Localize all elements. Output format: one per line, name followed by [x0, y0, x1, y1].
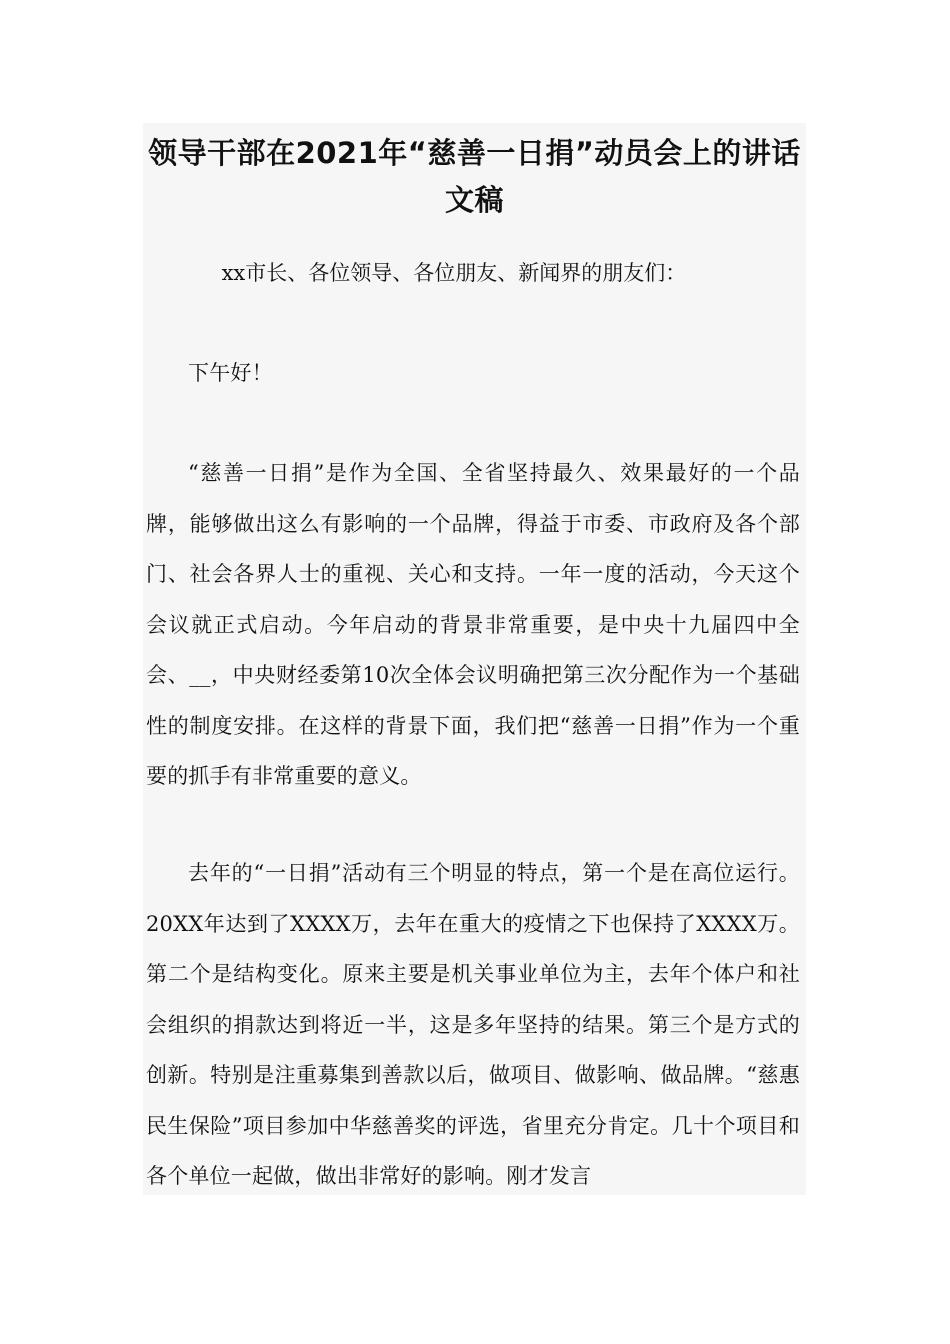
- document-title: 领导干部在2021年“慈善一日捐”动员会上的讲话文稿: [148, 136, 801, 217]
- greeting: 下午好！: [188, 361, 273, 385]
- body-paragraph-1: “慈善一日捐”是作为全国、全省坚持最久、效果最好的一个品牌，能够做出这么有影响的一个品牌，得益于市委、市政府及各个部门、社会各界人士的重视、关心和支持。一年一度的活动，今天这个会议就正式启动。今年启动的背景非常重要，是中央十九届四中全会、__，中央财经委第10次全体会议明确把第三次分配作为一个基础性的制度安排。在这样的背景下面，我们把“慈善一日捐”作为一个重要的抓手有非常重要的意义。: [146, 461, 800, 788]
- salutation: xx市长、各位领导、各位朋友、新闻界的朋友们：: [221, 261, 687, 285]
- body-paragraph-2: 去年的“一日捐”活动有三个明显的特点，第一个是在高位运行。20XX年达到了XXXX万，去年在重大的疫情之下也保持了XXXX万。第二个是结构变化。原来主要是机关事业单位为主，去年个体户和社会组织的捐款达到将近一半，这是多年坚持的结果。第三个是方式的创新。特别是注重募集到善款以后，做项目、做影响、做品牌。“慈惠民生保险”项目参加中华慈善奖的评选，省里充分肯定。几十个项目和各个单位一起做，做出非常好的影响。刚才发言: [146, 861, 800, 1188]
